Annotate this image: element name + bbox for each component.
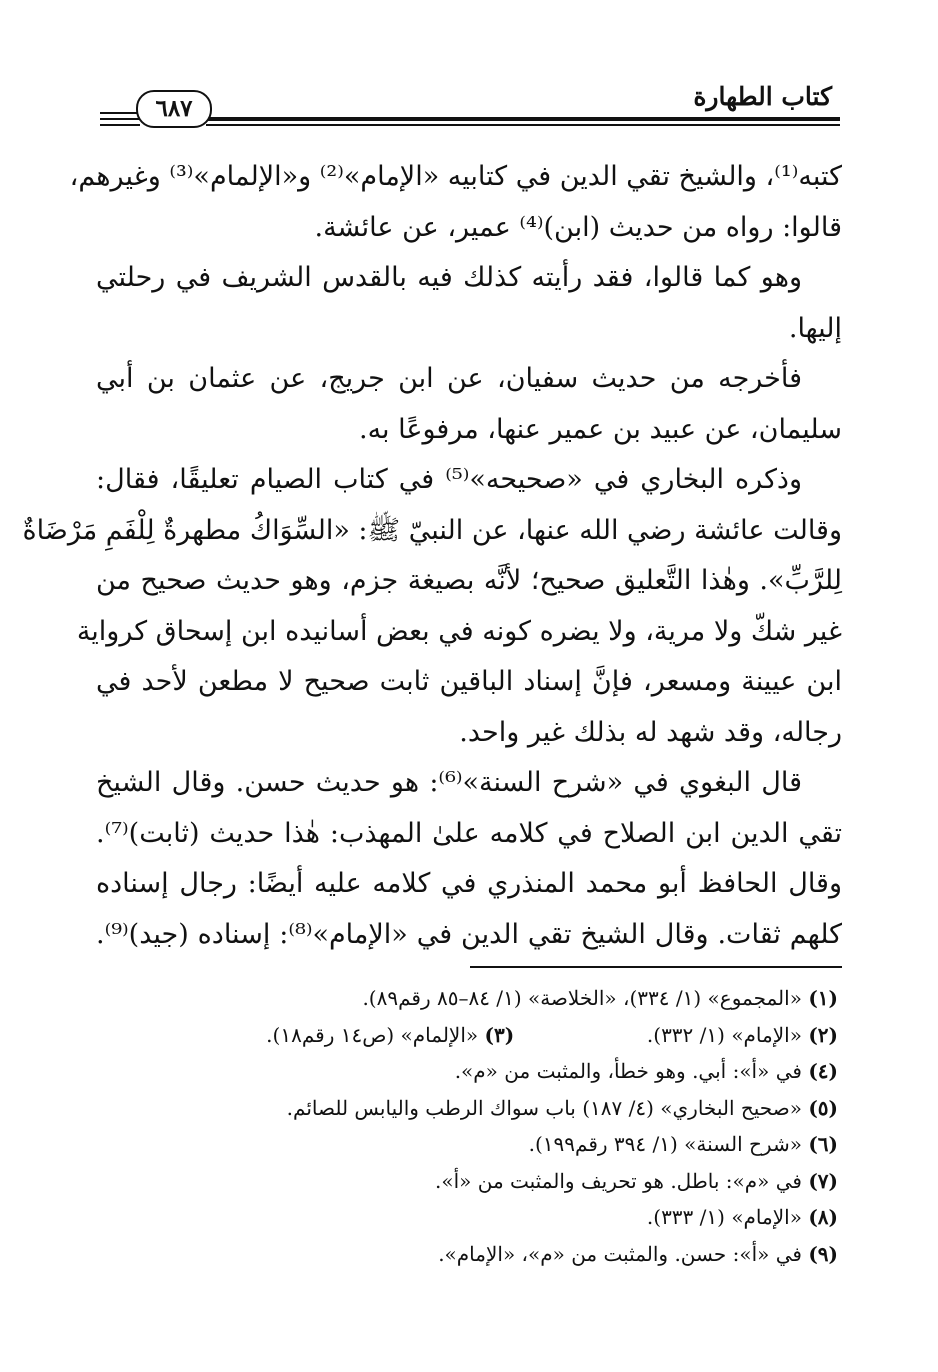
footnote-number: (٦): [808, 1132, 838, 1156]
text-line: وذكره البخاري في «صحيحه»⁽⁵⁾ في كتاب الصيام تعليقًا، فقال:: [96, 464, 802, 495]
text-line: وقال الحافظ أبو محمد المنذري في كلامه عليه أيضًا: رجال إسناده: [96, 868, 842, 899]
text-line: غير شكّ ولا مرية، ولا يضره كونه في بعض أسانيده ابن إسحاق كرواية: [76, 615, 842, 647]
footnote-text: «المجموع» (١/ ٣٣٤)، «الخلاصة» (١/ ٨٤–٨٥ رقم٨٩).: [362, 986, 802, 1010]
footnote: [96, 1199, 838, 1236]
footnote: [96, 1017, 838, 1054]
footnote: [96, 1126, 838, 1163]
main-text: [22, 152, 842, 960]
text-line: سليمان، عن عبيد بن عمير عنها، مرفوعًا به.: [358, 413, 842, 445]
text-line: وهو كما قالوا، فقد رأيته كذلك فيه بالقدس الشريف في رحلتي: [96, 262, 802, 293]
text-line: كتبه⁽¹⁾، والشيخ تقي الدين في كتابيه «الإمام»⁽²⁾ و«الإلمام»⁽³⁾ وغيرهم،: [69, 161, 842, 192]
footnote-number: (٧): [808, 1168, 838, 1193]
footnote: [96, 1236, 838, 1273]
footnote-text: «الإمام» (١/ ٣٣٣).: [646, 1205, 802, 1229]
footnote-text: «الإلمام» (ص١٤ رقم١٨).: [266, 1022, 479, 1047]
footnote-number: (٣): [484, 1022, 515, 1047]
footnote-text: في «أ»: أبي. وهو خطأ، والمثبت من «م».: [454, 1059, 802, 1083]
footnote-separator: [470, 966, 842, 968]
text-line: كلهم ثقات. وقال الشيخ تقي الدين في «الإمام»⁽⁸⁾: إسناده (جيد)⁽⁹⁾.: [96, 918, 842, 950]
page-number: ٦٨٧: [136, 90, 212, 128]
running-title: كتاب الطهارة: [693, 82, 832, 111]
footnote-text: في «م»: باطل. هو تحريف والمثبت من «أ».: [434, 1168, 802, 1193]
footnote: [96, 1053, 838, 1090]
footnote-text: «الإمام» (١/ ٣٣٢).: [646, 1022, 802, 1047]
footnote-text: في «أ»: حسن. والمثبت من «م»، «الإمام».: [438, 1241, 802, 1266]
footnote-number: (٤): [808, 1059, 838, 1083]
header-rule-left: [100, 124, 140, 126]
text-line: لِلرَّبِّ». وهٰذا التَّعليق صحيح؛ لأنَّه بصيغة جزم، وهو حديث صحيح من: [96, 565, 842, 596]
text-line: قال البغوي في «شرح السنة»⁽⁶⁾: هو حديث حسن. وقال الشيخ: [96, 767, 803, 798]
header-rule-thin: [206, 124, 840, 126]
footnotes: [96, 980, 838, 1272]
text-line: فأخرجه من حديث سفيان، عن ابن جريج، عن عثمان بن أبي: [96, 363, 802, 394]
footnote-number: (٩): [808, 1241, 838, 1266]
header-rule-thick: [206, 117, 840, 121]
text-line: إليها.: [788, 312, 842, 344]
footnote-pair: [647, 1017, 838, 1054]
footnote-text: «صحيح البخاري» (٤/ ١٨٧) باب سواك الرطب واليابس للصائم.: [286, 1095, 802, 1120]
text-line: تقي الدين ابن الصلاح في كلامه علىٰ المهذب: هٰذا حديث (ثابت)⁽⁷⁾.: [96, 817, 842, 849]
footnote-number: (١): [808, 986, 838, 1010]
footnote: [96, 1090, 838, 1127]
text-line: ابن عيينة ومسعر، فإنَّ إسناد الباقين ثابت صحيح لا مطعن لأحد في: [96, 666, 842, 697]
text-line: قالوا: رواه من حديث (ابن)⁽⁴⁾ عمير، عن عائشة.: [314, 211, 842, 243]
header-rule-left: [100, 112, 140, 114]
footnote-number: (٥): [808, 1095, 838, 1120]
footnote-text: «شرح السنة» (١/ ٣٩٤ رقم١٩٩).: [528, 1132, 802, 1156]
footnote-pair: [266, 1017, 514, 1054]
page-header: [100, 78, 840, 128]
header-rule-left: [100, 118, 140, 120]
footnote-number: (٢): [808, 1022, 838, 1047]
footnote: [96, 1163, 838, 1200]
footnote-number: (٨): [808, 1205, 838, 1229]
footnote: [96, 980, 838, 1017]
text-line: رجاله، وقد شهد له بذلك غير واحد.: [459, 716, 842, 748]
text-line: وقالت عائشة رضي الله عنها، عن النبيّ ﷺ: «السِّوَاكُ مطهرةٌ لِلْفَمِ مَرْضَاةٌ: [22, 514, 842, 546]
